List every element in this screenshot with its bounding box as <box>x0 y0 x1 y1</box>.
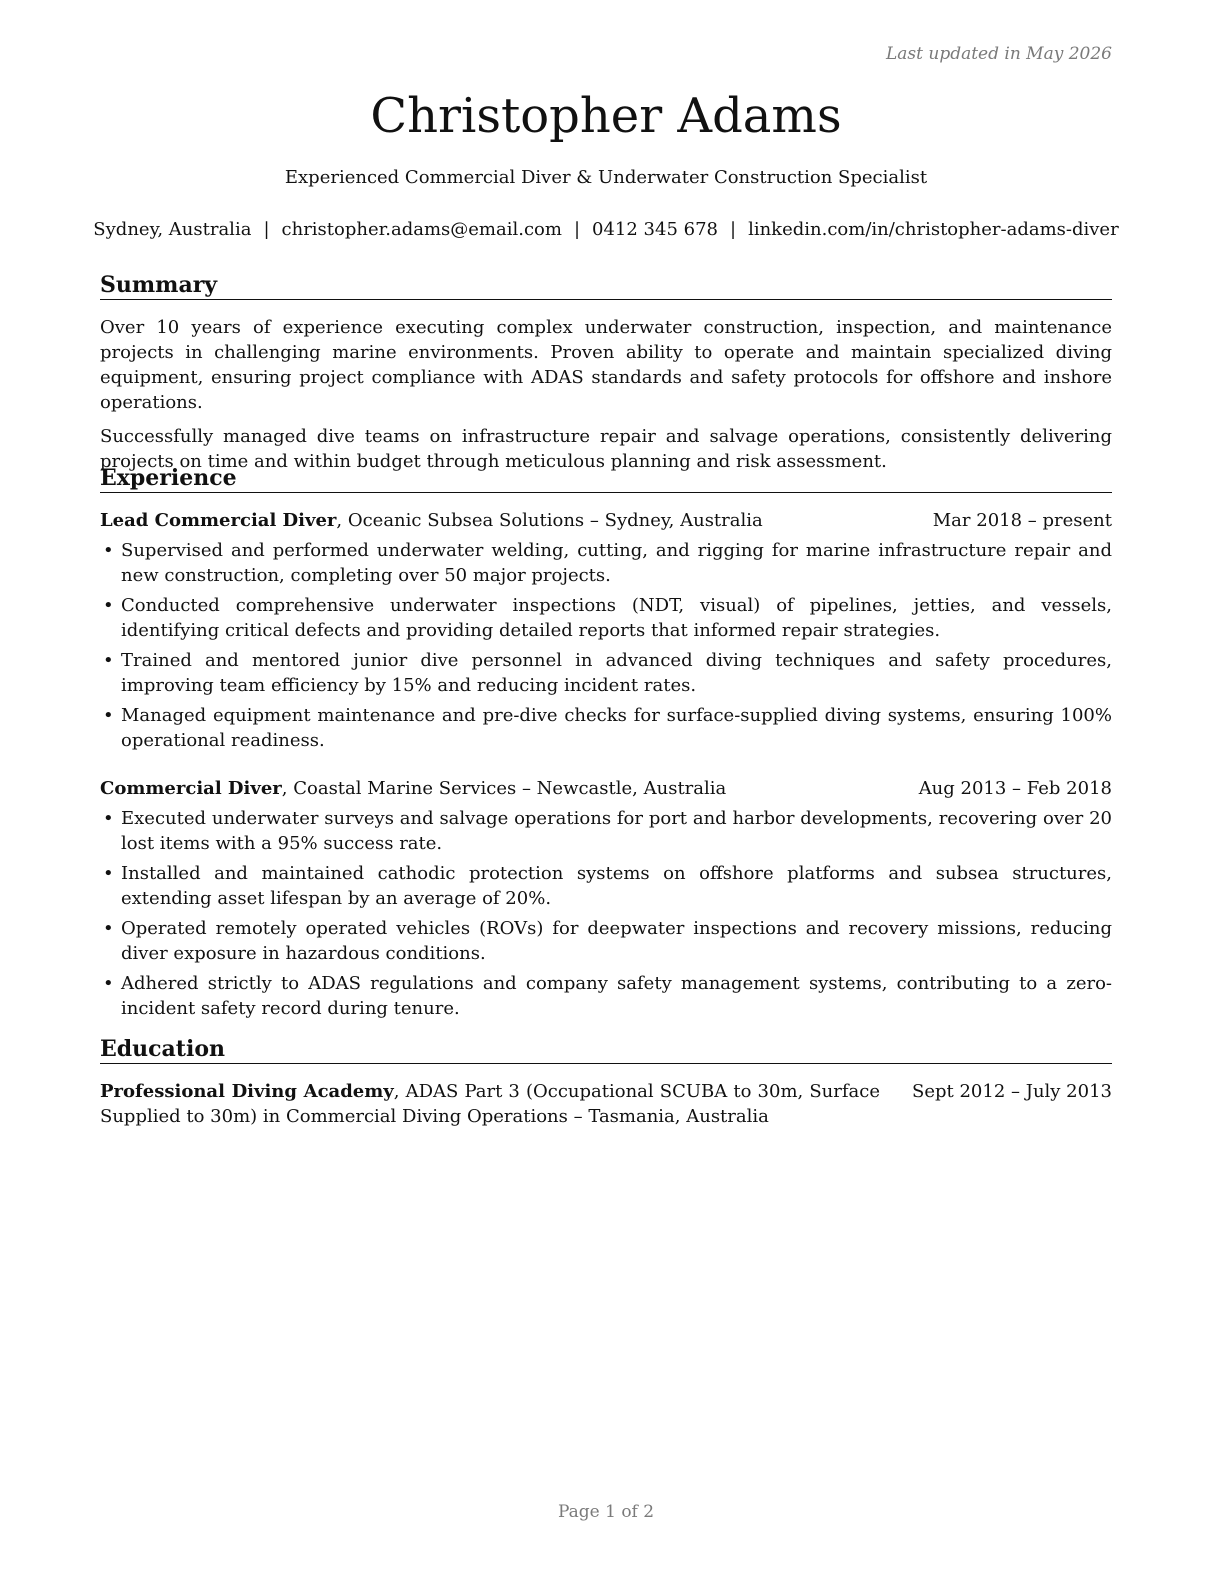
job-dates: Mar 2018 – present <box>932 510 1112 531</box>
bullet-text: Conducted comprehensive underwater inspections (NDT, visual) of pipelines, jetties, and vessels, identifying critical defects and providing detailed reports that informed repair strategies. <box>121 595 1112 641</box>
bullet-icon: • <box>103 808 114 829</box>
bullet-item <box>100 703 1112 753</box>
bullet-text: Supervised and performed underwater welding, cutting, and rigging for marine infrastructure repair and new construction, completing over 50 major projects. <box>121 540 1112 586</box>
education-section <box>100 1035 1112 1129</box>
candidate-headline: Experienced Commercial Diver & Underwater Construction Specialist <box>284 167 928 188</box>
bullet-icon: • <box>103 650 114 671</box>
contact-separator: | <box>263 219 270 240</box>
resume-page <box>93 0 1119 1584</box>
summary-section <box>100 271 1112 474</box>
education-dates: Sept 2012 – July 2013 <box>912 1081 1112 1102</box>
contact-email[interactable]: christopher.adams@email.com <box>281 219 562 240</box>
bullet-item <box>100 593 1112 643</box>
summary-paragraph: Successfully managed dive teams on infrastructure repair and salvage operations, consistently delivering projects on time and within budget through meticulous planning and risk assessment. <box>100 426 1112 472</box>
education-school: Professional Diving Academy <box>100 1081 394 1102</box>
education-entry <box>100 1079 1112 1129</box>
bullet-text: Adhered strictly to ADAS regulations and company safety management systems, contributing to a zero-incident safety record during tenure. <box>121 973 1112 1019</box>
job-entry <box>100 508 1112 753</box>
bullet-text: Operated remotely operated vehicles (ROVs) for deepwater inspections and recovery missions, reducing diver exposure in hazardous conditions. <box>121 918 1112 964</box>
education-details: , ADAS Part 3 (Occupational SCUBA to 30m, Surface Supplied to 30m) in Commercial Diving Operations – Tasmania, Australia <box>100 1081 880 1127</box>
bullet-item <box>100 538 1112 588</box>
bullet-item <box>100 916 1112 966</box>
job-header <box>100 508 1112 533</box>
job-header <box>100 776 1112 801</box>
bullet-icon: • <box>103 918 114 939</box>
job-role: Lead Commercial Diver <box>100 510 337 531</box>
job-bullets <box>100 806 1112 1021</box>
job-entry <box>100 776 1112 1021</box>
job-dates: Aug 2013 – Feb 2018 <box>918 778 1112 799</box>
candidate-name: Christopher Adams <box>370 88 842 144</box>
experience-section <box>100 464 1112 1021</box>
bullet-item <box>100 648 1112 698</box>
bullet-item <box>100 861 1112 911</box>
contact-line <box>92 219 1120 240</box>
education-heading: Education <box>100 1035 1112 1064</box>
bullet-icon: • <box>103 705 114 726</box>
bullet-text: Managed equipment maintenance and pre-dive checks for surface-supplied diving systems, ensuring 100% operational readiness. <box>121 705 1112 751</box>
contact-phone[interactable]: 0412 345 678 <box>592 219 718 240</box>
bullet-text: Installed and maintained cathodic protection systems on offshore platforms and subsea structures, extending asset lifespan by an average of 20%. <box>121 863 1112 909</box>
bullet-text: Executed underwater surveys and salvage operations for port and harbor developments, recovering over 20 lost items with a 95% success rate. <box>121 808 1112 854</box>
experience-heading: Experience <box>100 464 1112 493</box>
bullet-icon: • <box>103 863 114 884</box>
bullet-item <box>100 806 1112 856</box>
job-role: Commercial Diver <box>100 778 282 799</box>
contact-linkedin[interactable]: linkedin.com/in/christopher-adams-diver <box>748 219 1119 240</box>
job-company: , Coastal Marine Services – Newcastle, Australia <box>281 778 727 799</box>
job-bullets <box>100 538 1112 753</box>
job-company: , Oceanic Subsea Solutions – Sydney, Australia <box>336 510 763 531</box>
contact-separator: | <box>573 219 581 240</box>
contact-location: Sydney, Australia <box>93 219 252 240</box>
page-number: Page 1 of 2 <box>557 1502 655 1522</box>
summary-paragraph: Over 10 years of experience executing complex underwater construction, inspection, and maintenance projects in challenging marine environments. Proven ability to operate and maintain specialized diving equipment, ensuring project compliance with ADAS standards and safety protocols for offshore and inshore operations. <box>100 317 1112 413</box>
last-updated-note: Last updated in May 2026 <box>885 44 1112 64</box>
bullet-text: Trained and mentored junior dive personnel in advanced diving techniques and safety procedures, improving team efficiency by 15% and reducing incident rates. <box>121 650 1112 696</box>
summary-heading: Summary <box>100 271 1112 300</box>
bullet-icon: • <box>103 595 114 616</box>
bullet-item <box>100 971 1112 1021</box>
bullet-icon: • <box>103 973 114 994</box>
bullet-icon: • <box>103 540 114 561</box>
contact-separator: | <box>730 219 737 240</box>
